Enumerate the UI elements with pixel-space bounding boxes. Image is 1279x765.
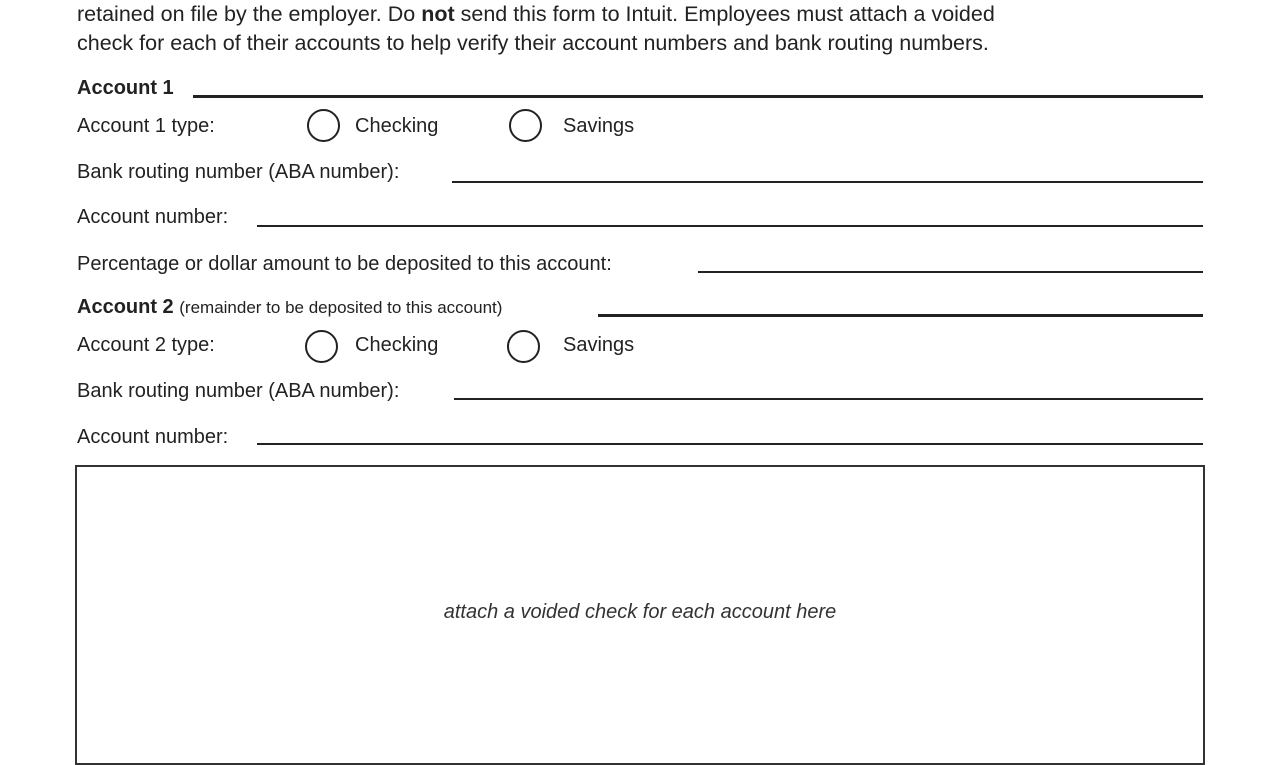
account-1-savings-radio[interactable] (509, 109, 542, 142)
account-2-number-field[interactable] (257, 443, 1203, 445)
intro-bold-not: not (421, 2, 455, 26)
account-1-amount-field[interactable] (698, 271, 1203, 273)
account-2-checking-radio[interactable] (305, 330, 338, 363)
account-2-heading-note: (remainder to be deposited to this account) (179, 298, 503, 317)
account-2-type-label: Account 2 type: (77, 334, 215, 356)
account-1-number-label: Account number: (77, 206, 229, 228)
account-2-routing-field[interactable] (454, 398, 1203, 400)
account-1-type-label: Account 1 type: (77, 115, 215, 137)
intro-text: send this form to Intuit. Employees must attach a voided (454, 2, 995, 26)
account-1-routing-label: Bank routing number (ABA number): (77, 161, 400, 183)
account-1-number-field[interactable] (257, 225, 1203, 227)
account-1-routing-field[interactable] (452, 181, 1203, 183)
account-2-number-label: Account number: (77, 426, 229, 448)
voided-check-instruction: attach a voided check for each account here (443, 601, 837, 623)
account-2-savings-label: Savings (563, 334, 635, 356)
account-1-amount-label: Percentage or dollar amount to be deposited to this account: (77, 253, 612, 275)
intro-text: retained on file by the employer. Do (77, 2, 422, 26)
intro-line-1 (77, 0, 995, 28)
account-1-heading: Account 1 (77, 77, 174, 99)
account-1-savings-label: Savings (563, 115, 635, 137)
account-1-divider (193, 95, 1203, 98)
account-1-checking-radio[interactable] (307, 109, 340, 142)
account-2-savings-radio[interactable] (507, 330, 540, 363)
account-1-checking-label: Checking (355, 115, 439, 137)
account-2-heading: Account 2 (77, 296, 174, 318)
account-2-routing-label: Bank routing number (ABA number): (77, 380, 400, 402)
intro-line-2: check for each of their accounts to help verify their account numbers and bank routing numbers. (77, 31, 989, 55)
account-2-heading-row (77, 295, 502, 320)
account-2-checking-label: Checking (355, 334, 439, 356)
account-2-divider (598, 314, 1203, 317)
voided-check-attachment-box (75, 465, 1205, 765)
